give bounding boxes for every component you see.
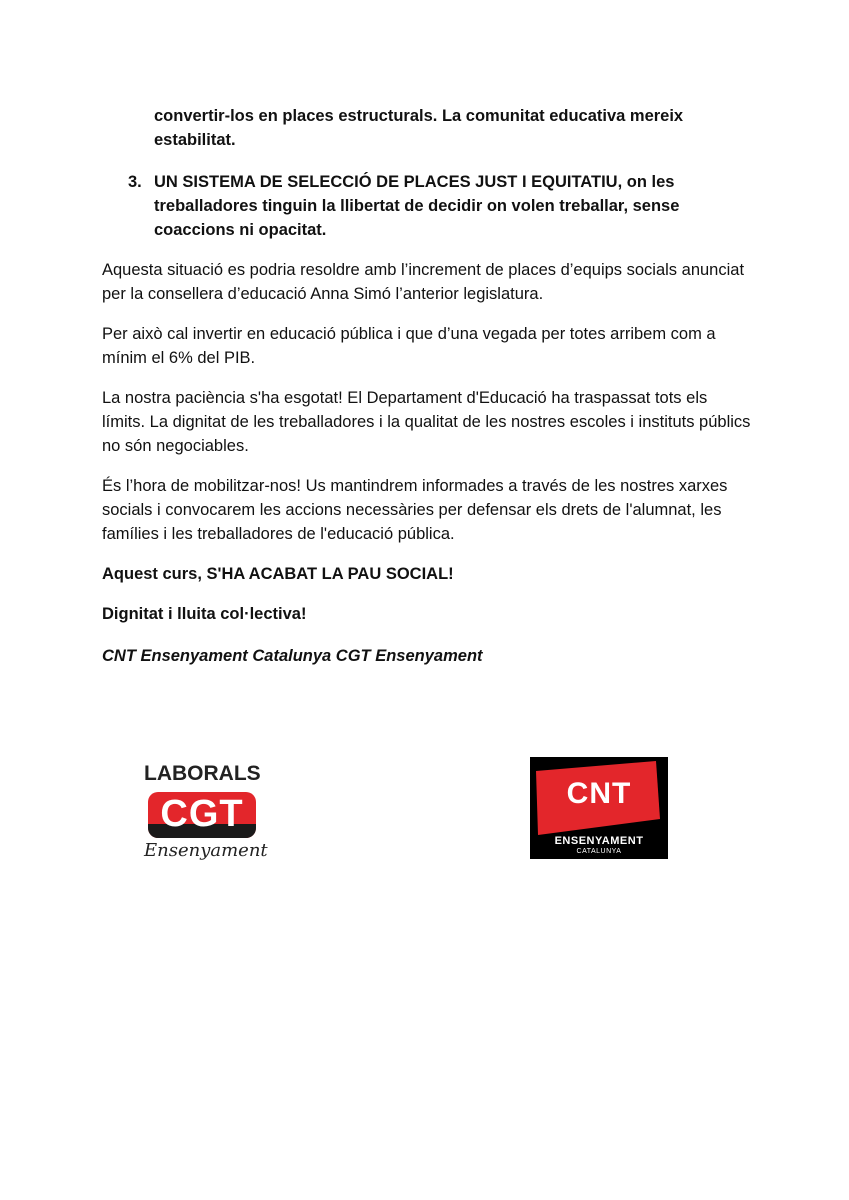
slogan-pau-social: Aquest curs, S'HA ACABAT LA PAU SOCIAL! bbox=[102, 565, 454, 583]
cgt-logo-badge bbox=[148, 792, 256, 838]
cnt-ensenyament-catalunya-logo bbox=[530, 757, 668, 859]
paragraph-1: Aquesta situació es podria resoldre amb l’increment de places d’equips socials anunciat per la consellera d’educació Anna Simó l’anterior legislatura. bbox=[102, 261, 745, 303]
cgt-ensenyament-logo bbox=[140, 762, 268, 872]
cnt-logo-line2: CATALUNYA bbox=[576, 848, 622, 855]
cgt-logo-subtitle: Ensenyament bbox=[144, 840, 268, 861]
list-number: 3. bbox=[128, 173, 142, 191]
cnt-logo-mark: CNT bbox=[566, 777, 632, 810]
paragraph-3: La nostra paciència s'ha esgotat! El Departament d'Educació ha traspassat tots els límits. La dignitat de les treballadores i la qualitat de les nostres escoles i instituts públics no són negociables. bbox=[102, 389, 751, 455]
cgt-logo-mark: CGT bbox=[160, 793, 244, 835]
list-item-2-continuation bbox=[154, 104, 684, 152]
paragraph-2: Per això cal invertir en educació pública i que d’una vegada per totes arribem com a mínim el 6% del PIB. bbox=[102, 325, 716, 367]
list-item-text: convertir-los en places estructurals. La comunitat educativa mereix estabilitat. bbox=[154, 107, 684, 149]
cgt-logo-top-text: LABORALS bbox=[144, 762, 261, 785]
cnt-logo-line1: ENSENYAMENT bbox=[554, 835, 644, 847]
paragraph-4: És l’hora de mobilitzar-nos! Us mantindrem informades a través de les nostres xarxes socials i convocarem les accions necessàries per defensar els drets de l'alumnat, les famílies i les treballadores de l'educació pública. bbox=[102, 477, 728, 543]
list-item-text: UN SISTEMA DE SELECCIÓ DE PLACES JUST I EQUITATIU, on les treballadores tinguin la llibertat de decidir on volen treballar, sense coaccions ni opacitat. bbox=[154, 173, 680, 239]
slogan-dignitat: Dignitat i lluita col·lectiva! bbox=[102, 605, 307, 623]
signature: CNT Ensenyament Catalunya CGT Ensenyament bbox=[102, 647, 483, 665]
